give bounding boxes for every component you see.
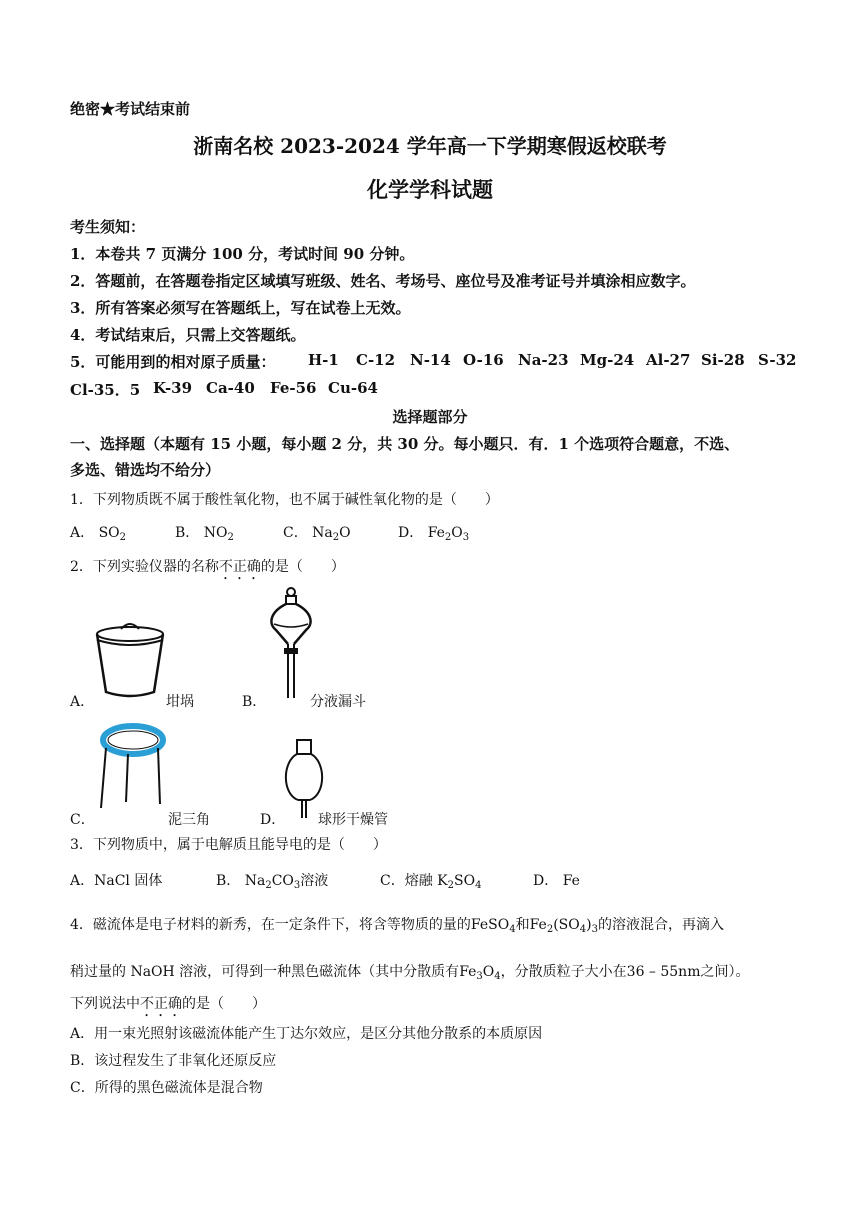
mass-h: H-1 [308, 351, 339, 369]
q4-line2: 稍过量的 NaOH 溶液，可得到一种黑色磁流体（其中分散质有$Fe_3O_4$，分散质粒子大小在36 – 55nm之间）。 [70, 964, 750, 982]
q3-option-d[interactable]: D． Fe [533, 873, 580, 889]
mass-ca: Ca-40 [206, 379, 255, 397]
q1-option-b[interactable]: B． $NO_2$ [175, 525, 234, 543]
q2-letter-b: B． [242, 694, 267, 710]
notice-heading: 考生须知： [70, 218, 146, 236]
section-heading-line1: 一、选择题（本题有 15 小题，每小题 2 分，共 30 分。每小题只．有．1 个选项符合题意，不选、 [70, 435, 740, 453]
mass-n: N-14 [410, 351, 451, 369]
notice-item-3: 3．所有答案必须写在答题纸上，写在试卷上无效。 [70, 299, 411, 317]
q4-option-a[interactable]: A．用一束光照射该磁流体能产生丁达尔效应，是区分其他分散系的本质原因 [70, 1026, 543, 1042]
q4-line3: 下列说法中不正确的是（ ） [70, 996, 266, 1012]
q3-option-b[interactable]: B． $Na_2CO_3$溶液 [216, 873, 329, 891]
q2-name-funnel: 分液漏斗 [310, 694, 366, 710]
mass-al: Al-27 [646, 351, 691, 369]
mass-fe: Fe-56 [270, 379, 317, 397]
q2-name-drying-tube: 球形干燥管 [318, 812, 388, 828]
q2-letter-a: A． [70, 694, 95, 710]
exam-title: 浙南名校 2023-2024 学年高一下学期寒假返校联考 [193, 134, 667, 158]
mass-si: Si-28 [701, 351, 745, 369]
mass-o: O-16 [463, 351, 504, 369]
mass-mg: Mg-24 [580, 351, 635, 369]
q3-stem: 3．下列物质中，属于电解质且能导电的是（ ） [70, 837, 387, 853]
q4-option-c[interactable]: C．所得的黑色磁流体是混合物 [70, 1080, 263, 1096]
mass-na: Na-23 [518, 351, 569, 369]
q1-option-d[interactable]: D． $Fe_2O_3$ [398, 525, 470, 543]
mass-cl: Cl-35．5 [70, 381, 141, 399]
q3-option-a[interactable]: A．NaCl 固体 [70, 873, 163, 889]
mass-cu: Cu-64 [328, 379, 378, 397]
mass-s: S-32 [758, 351, 797, 369]
q1-option-c[interactable]: C． $Na_2O$ [283, 525, 351, 543]
section-heading-line2: 多选、错选均不给分） [70, 461, 221, 479]
q3-option-c[interactable]: C．熔融 $K_2SO_4$ [380, 873, 482, 891]
q1-option-a[interactable]: A． $SO_2$ [70, 525, 127, 543]
q1-stem: 1．下列物质既不属于酸性氧化物，也不属于碱性氧化物的是（ ） [70, 492, 499, 508]
mass-k: K-39 [153, 379, 193, 397]
separatory-funnel-image [268, 586, 314, 702]
q4-option-b[interactable]: B．该过程发生了非氧化还原反应 [70, 1053, 277, 1069]
q2-name-triangle: 泥三角 [168, 812, 210, 828]
crucible-image [94, 620, 166, 702]
notice-item-2: 2．答题前，在答题卷指定区域填写班级、姓名、考场号、座位号及准考证号并填涂相应数字。 [70, 272, 696, 290]
notice-item-4: 4．考试结束后，只需上交答题纸。 [70, 326, 306, 344]
q2-letter-c: C． [70, 812, 95, 828]
part-title: 选择题部分 [392, 408, 468, 426]
mass-c: C-12 [356, 351, 396, 369]
secret-mark: 绝密★考试结束前 [70, 100, 191, 118]
clay-triangle-image [98, 720, 168, 810]
q2-letter-d: D． [260, 812, 286, 828]
q2-stem: 2．下列实验仪器的名称不正确的是（ ） [70, 559, 345, 575]
q4-line1: 4．磁流体是电子材料的新秀，在一定条件下，将含等物质的量的FeSO$_4$和$Fe_2(SO_4)_3$的溶液混合，再滴入 [70, 917, 724, 935]
exam-subtitle: 化学学科试题 [367, 177, 493, 202]
notice-item-1: 1．本卷共 7 页满分 100 分，考试时间 90 分钟。 [70, 245, 415, 263]
masses-intro: 5．可能用到的相对原子质量： [70, 353, 276, 371]
q2-name-crucible: 坩埚 [166, 694, 194, 710]
